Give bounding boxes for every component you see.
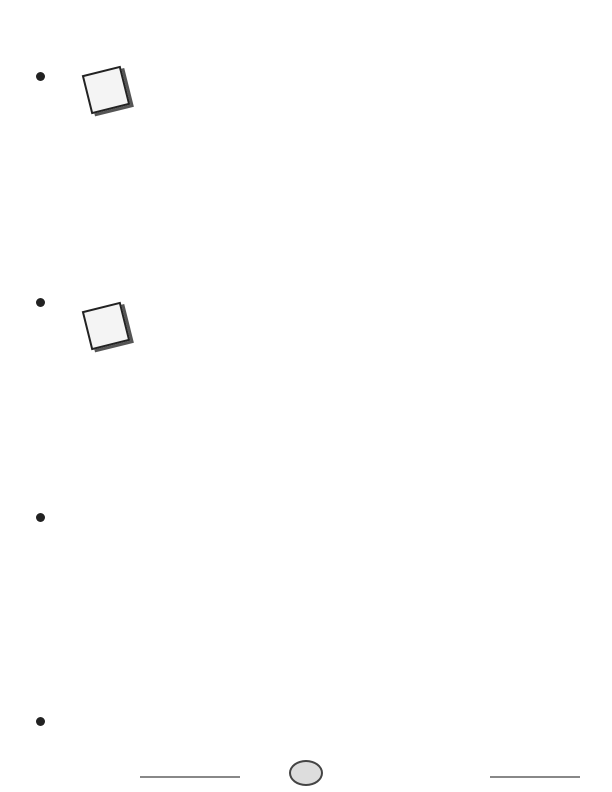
margin-bullet xyxy=(36,72,45,81)
margin-bullet xyxy=(36,513,45,522)
margin-bullet xyxy=(36,717,45,726)
footer-rule-left xyxy=(140,776,240,778)
margin-bullet xyxy=(36,298,45,307)
page-number-badge xyxy=(289,760,323,786)
footer-rule-right xyxy=(490,776,580,778)
article1-dropcap xyxy=(82,66,130,114)
article2-dropcap xyxy=(82,302,130,350)
